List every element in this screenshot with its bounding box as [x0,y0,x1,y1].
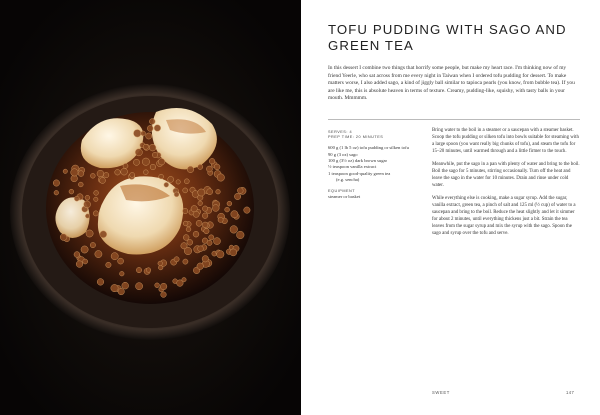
sago-pearl [214,238,221,245]
sago-pearl [154,125,161,132]
ingredient-item: (e.g. sencha) [336,176,360,182]
sago-pearl [141,131,146,136]
sago-pearl [164,182,169,187]
sago-pearl [202,206,207,211]
sago-pearl [161,292,167,298]
sago-pearl [193,231,199,237]
recipe-page [301,0,600,415]
sago-pearl [143,170,148,175]
sago-pearl [230,226,238,234]
sago-pearl [231,211,238,218]
sago-pearl [97,170,104,177]
sago-pearl [78,171,84,177]
sago-pearl [168,176,174,182]
sago-pearl [122,282,129,289]
sago-pearl [97,279,104,286]
ingredient-item: 600 g (1 lb 5 oz) tofu pudding or silken tofu [328,145,409,151]
sago-pearl [143,144,148,149]
sago-pearl [159,174,164,179]
sago-pearl [207,189,213,195]
equipment-heading: EQUIPMENT [328,189,356,194]
sago-pearl [106,262,111,267]
sago-pearl [104,172,109,177]
sago-pearl [160,283,167,290]
method-step: While everything else is cooking, make a sugar syrup. Add the sugar, vanilla extract, green tea, a pinch of salt and 125 ml (½ cup) of water to a saucepan and bring to the boil. Reduce the heat slightly and let it simmer for about 2 minutes, until everything thickens just a bit. Strain the tea leaves from the sugar syrup and mix the syrup with the sago. Spoon the sago and syrup over the tofu and serve. [432,196,576,236]
sago-pearl [135,149,142,156]
sago-pearl [198,201,203,206]
sago-pearl [146,268,151,273]
sago-pearl [134,130,142,138]
sago-pearl [186,227,191,232]
sago-pearl [183,235,189,241]
sago-pearl [209,235,214,240]
sago-pearl [155,283,160,288]
sago-pearl [187,166,194,173]
sago-pearl [202,256,208,262]
sago-pearl [142,158,149,165]
divider [328,119,580,120]
sago-pearl [130,172,135,177]
sago-pearl [84,201,91,208]
sago-pearl [71,169,78,176]
sago-pearl [85,195,90,200]
sago-pearl [90,173,95,178]
sago-pearl [86,230,93,237]
sago-pearl [74,196,79,201]
sago-pearl [230,249,237,256]
sago-pearl [174,257,179,262]
sago-pearl [94,197,98,201]
sago-pearl [53,180,59,186]
sago-pearl [234,193,240,199]
sago-pearl [146,133,152,139]
sago-pearl [198,164,203,169]
prep-time-label: PREP TIME: 20 MINUTES [328,135,384,140]
sago-pearl [237,231,245,239]
sago-pearl [182,278,186,282]
sago-pearl [183,221,188,226]
sago-pearl [93,211,98,216]
sago-pearl [181,243,187,249]
sago-pearl [187,239,193,245]
sago-pearl [85,214,89,218]
recipe-sidebar [328,130,420,201]
sago-pearl [83,259,88,264]
sago-pearl [212,205,219,212]
sago-pearl [121,168,128,175]
method-step: Bring water to the boil in a steamer or a saucepan with a steamer basket. Scoop the tofu pudding or silken tofu into bowls suitable for steaming with a large spoon (you want really big chunks of tofu), and steam the tofu for 15–20 minutes, until warmed through and a little firmer to the touch. [432,128,579,154]
sago-pearl [183,188,188,193]
sago-pearl [214,164,220,170]
equipment-text: steamer or basket [328,194,361,200]
sago-pearl [81,246,88,253]
ingredient-item: 90 g (3 oz) sago [328,151,358,157]
sago-pearl [198,246,204,252]
sago-pearl [90,242,95,247]
sago-pearl [120,271,125,276]
sago-pearl [209,158,215,164]
recipe-title: TOFU PUDDING WITH SAGO AND GREEN TEA [328,22,567,53]
sago-pearl [176,180,180,184]
sago-pearl [174,192,179,197]
sago-pearl [207,240,212,245]
sago-pearl [206,166,212,172]
sago-pearl [197,263,204,270]
page-number: 147 [566,390,575,395]
sago-pearl [217,174,224,181]
sago-pearl [100,178,106,184]
sago-pearl [204,228,209,233]
sago-pearl [78,182,83,187]
sago-pearl [183,259,188,264]
sago-pearl [158,261,163,266]
ingredient-item: 1 teaspoon good-quality green tea [328,170,391,176]
sago-pearl [191,206,197,212]
sago-pearl [216,189,221,194]
sago-pearl [95,251,102,258]
recipe-intro: In this dessert I combine two things that horrify some people, but make my heart race. I'm thinking now of my friend Yeerle, who sat across from me every night in Taiwan when I ordered tofu pudding for dessert. To make matters worse, I also added sago, a kind of jiggly ball similar to tapioca pearls (you know, from bubble tea). If you are like me, this is absolute heaven in terms of texture. Creamy, pudding-like, squishy, with tasty balls in your mouth. Mmmmm. [328,65,575,102]
sago-pearl [217,251,224,258]
sago-pearl [184,179,189,184]
sago-pearl [94,191,99,196]
sago-pearl [202,213,208,219]
ingredient-item: ½ teaspoon vanilla extract [328,164,377,170]
sago-pearl [74,252,80,258]
sago-pearl [123,163,128,168]
sago-pearl [136,283,143,290]
sago-pearl [100,231,107,238]
sago-pearl [118,258,124,264]
sago-pearl [111,284,118,291]
method [432,128,580,244]
ingredient-item: 100 g (3½ oz) dark brown sugar [328,158,388,163]
sago-pearl [118,288,124,294]
ingredient-list [328,145,420,183]
sago-pearl [149,119,155,125]
sago-pearl [149,144,156,151]
serves-label: SERVES: 4 [328,130,353,134]
sago-pearl [237,188,243,194]
sago-pearl [218,217,223,222]
sago-pearl [202,222,208,228]
sago-pearl [150,164,156,170]
sago-pearl [69,189,74,194]
sago-pearl [152,152,157,157]
sago-pearl [158,158,165,165]
sago-pearl [115,170,121,176]
sago-pearl [183,208,188,213]
sago-pearl [63,169,67,173]
sago-pearl [227,201,232,206]
section-label: SWEET [432,390,450,395]
sago-pearl [225,207,230,212]
sago-pearl [133,159,139,165]
sago-pearl [136,267,141,272]
recipe-meta [328,130,420,140]
sago-pearl [54,190,59,195]
sago-pearl [147,125,153,131]
method-step: Meanwhile, put the sago in a pan with plenty of water and bring to the boil. Boil the sago for 5 minutes, stirring occasionally. Turn off the heat and leave the sago in the water for 10 minutes. Drain and rinse under cold water. [432,162,580,188]
sago-pearl [76,261,83,268]
sago-pearl [111,253,118,260]
sago-pearl [196,220,202,226]
sago-pearl [60,234,67,241]
sago-pearl [244,207,250,213]
sago-pearl [198,189,205,196]
